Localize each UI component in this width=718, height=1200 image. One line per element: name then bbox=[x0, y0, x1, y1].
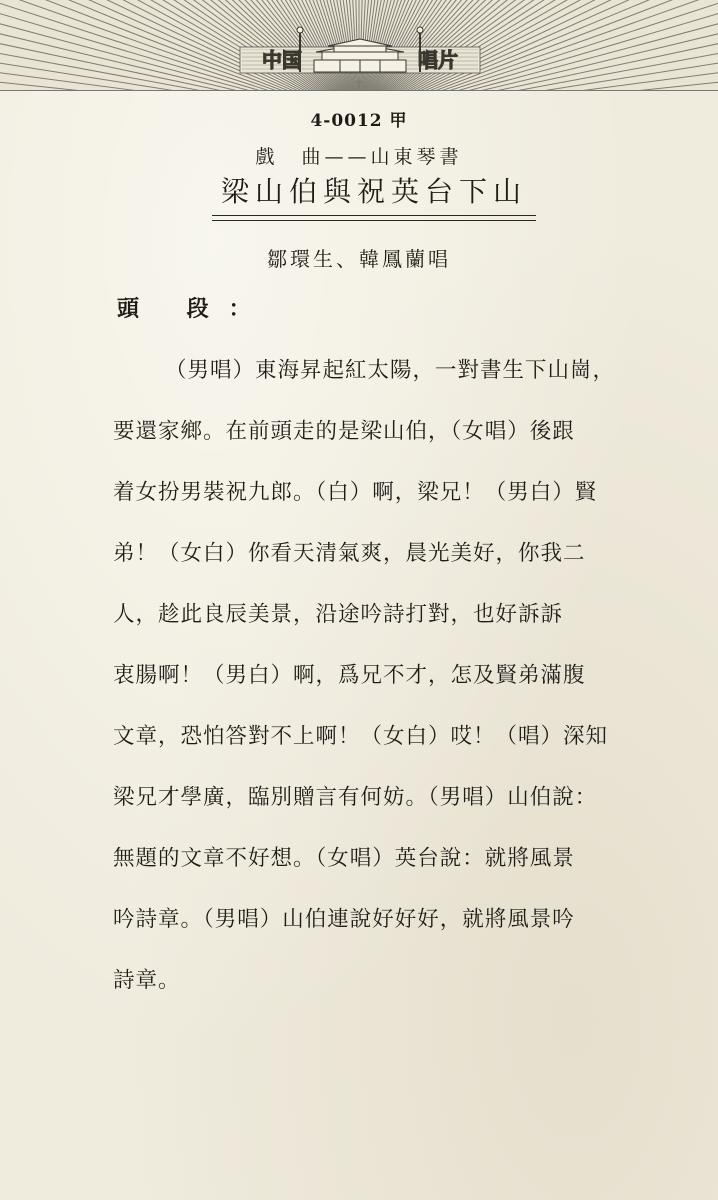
lyric-line: 詩章。 bbox=[113, 968, 181, 993]
record-label-header bbox=[0, 0, 718, 91]
title-underline bbox=[212, 215, 536, 216]
song-title: 梁山伯與祝英台下山 bbox=[220, 175, 527, 208]
lyric-line: 衷腸啊！（男白）啊，爲兄不才，怎及賢弟滿腹 bbox=[113, 663, 586, 688]
lyrics-body bbox=[113, 348, 633, 1019]
catalog-number: 4-0012 甲 bbox=[310, 111, 408, 131]
header-engraving bbox=[0, 0, 718, 90]
logo-text-left: 中国 bbox=[262, 48, 302, 72]
section-heading: 頭 段： bbox=[117, 296, 271, 322]
singers-credit: 鄒環生、韓鳳蘭唱 bbox=[267, 247, 451, 271]
genre-line: 戲 曲——山東琴書 bbox=[255, 146, 463, 168]
lyric-line: 着女扮男裝祝九郎。（白）啊，梁兄！（男白）賢 bbox=[113, 480, 598, 505]
lyric-line: 梁兄才學廣，臨別贈言有何妨。（男唱）山伯說： bbox=[113, 785, 598, 810]
logo-text-right: 唱片 bbox=[418, 48, 458, 72]
title-block bbox=[212, 172, 536, 222]
title-underline-secondary bbox=[212, 220, 536, 221]
lyric-line: 人，趁此良辰美景，沿途吟詩打對，也好訴訴 bbox=[113, 602, 564, 627]
lyric-line: 文章，恐怕答對不上啊！（女白）哎！（唱）深知 bbox=[113, 724, 609, 749]
lyric-line: 無題的文章不好想。（女唱）英台說：就將風景 bbox=[113, 846, 575, 871]
lyric-line: 吟詩章。（男唱）山伯連說好好好，就將風景吟 bbox=[113, 907, 575, 932]
lyric-line: 弟！（女白）你看天清氣爽，晨光美好，你我二 bbox=[113, 541, 586, 566]
lyric-line: 要還家鄉。在前頭走的是梁山伯，（女唱）後跟 bbox=[113, 419, 575, 444]
lyric-line: （男唱）東海昇起紅太陽，一對書生下山崗， bbox=[165, 358, 616, 383]
